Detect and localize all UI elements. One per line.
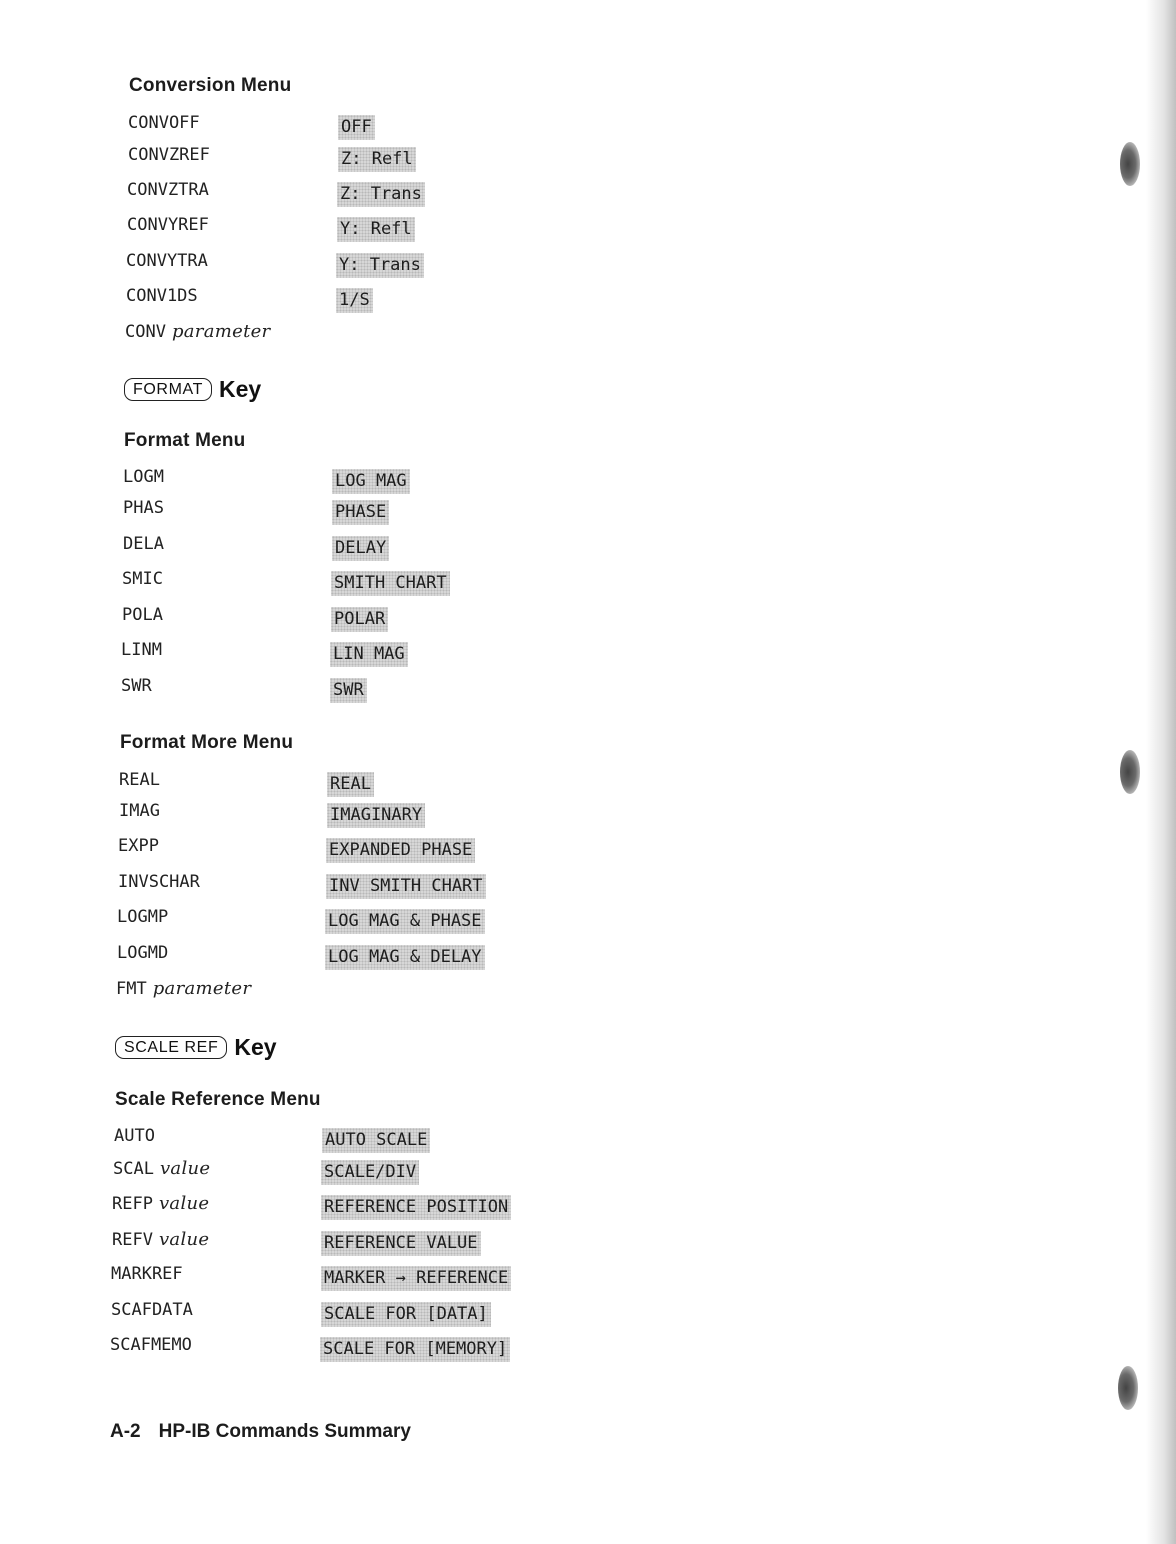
- table-row: [119, 770, 719, 800]
- command-name: LINM: [121, 640, 162, 660]
- scale-reference-menu-heading: Scale Reference Menu: [115, 1089, 321, 1110]
- command-name: REAL: [119, 770, 160, 790]
- command-name: SCAFMEMO: [110, 1335, 192, 1355]
- softkey-label: IMAGINARY: [327, 803, 425, 828]
- table-row: [117, 907, 717, 937]
- command-name: POLA: [122, 605, 163, 625]
- softkey-label: LOG MAG & PHASE: [325, 909, 485, 934]
- command-name: INVSCHAR: [118, 872, 200, 892]
- page-number: A-2: [110, 1421, 141, 1442]
- softkey-label: LOG MAG & DELAY: [325, 945, 485, 970]
- command-name: MARKREF: [111, 1264, 183, 1284]
- command-name: LOGM: [123, 467, 164, 487]
- table-row: [114, 1126, 714, 1156]
- softkey-label: SCALE/DIV: [321, 1160, 419, 1185]
- table-row: [110, 1335, 710, 1365]
- table-row: [111, 1300, 711, 1330]
- table-row: [121, 640, 721, 670]
- command-name: SCAL value: [113, 1158, 211, 1179]
- command-name: CONV1DS: [126, 286, 198, 306]
- table-row: [122, 569, 722, 599]
- scale-ref-keycap: SCALE REF: [115, 1036, 227, 1059]
- table-row: [128, 145, 728, 175]
- table-row: [112, 1229, 712, 1259]
- format-menu-heading: Format Menu: [124, 430, 246, 451]
- command-name: SWR: [121, 676, 152, 696]
- scale-ref-key-heading: [115, 1034, 277, 1061]
- softkey-label: POLAR: [331, 607, 388, 632]
- table-row: [123, 534, 723, 564]
- table-row: [118, 872, 718, 902]
- table-row: [116, 978, 716, 1008]
- table-row: [126, 251, 726, 281]
- table-row: [122, 605, 722, 635]
- table-row: [113, 1158, 713, 1188]
- punch-hole-icon: [1118, 1366, 1138, 1410]
- table-row: [111, 1264, 711, 1294]
- format-key-heading: [124, 376, 261, 403]
- table-row: [118, 836, 718, 866]
- command-name: AUTO: [114, 1126, 155, 1146]
- command-name: SMIC: [122, 569, 163, 589]
- conversion-menu-heading: Conversion Menu: [129, 75, 292, 96]
- command-name: CONVOFF: [128, 113, 200, 133]
- softkey-label: DELAY: [332, 536, 389, 561]
- parameter-placeholder: value: [158, 1193, 210, 1214]
- softkey-label: INV SMITH CHART: [326, 874, 486, 899]
- softkey-label: SWR: [330, 678, 367, 703]
- parameter-placeholder: parameter: [171, 321, 271, 342]
- softkey-label: LIN MAG: [330, 642, 408, 667]
- table-row: [128, 113, 728, 143]
- command-name: CONV parameter: [125, 321, 271, 342]
- softkey-label: PHASE: [332, 500, 389, 525]
- softkey-label: Z: Trans: [337, 182, 425, 207]
- page-footer: [110, 1421, 411, 1443]
- punch-hole-icon: [1120, 142, 1140, 186]
- softkey-label: Y: Trans: [336, 253, 424, 278]
- table-row: [117, 943, 717, 973]
- punch-hole-icon: [1120, 750, 1140, 794]
- softkey-label: OFF: [338, 115, 375, 140]
- softkey-label: LOG MAG: [332, 469, 410, 494]
- command-name: PHAS: [123, 498, 164, 518]
- table-row: [123, 498, 723, 528]
- command-name: REFV value: [112, 1229, 210, 1250]
- softkey-label: EXPANDED PHASE: [326, 838, 475, 863]
- key-label: Key: [234, 1034, 277, 1060]
- table-row: [127, 180, 727, 210]
- softkey-label: REAL: [327, 772, 374, 797]
- softkey-label: SCALE FOR [MEMORY]: [320, 1337, 510, 1362]
- softkey-label: MARKER → REFERENCE: [321, 1266, 511, 1291]
- format-keycap: FORMAT: [124, 378, 212, 401]
- table-row: [121, 676, 721, 706]
- command-name: CONVZREF: [128, 145, 210, 165]
- key-label: Key: [218, 376, 262, 402]
- command-name: SCAFDATA: [111, 1300, 193, 1320]
- softkey-label: Z: Refl: [338, 147, 416, 172]
- command-name: LOGMD: [117, 943, 169, 963]
- softkey-label: SCALE FOR [DATA]: [321, 1302, 491, 1327]
- command-name: REFP value: [112, 1193, 210, 1214]
- softkey-label: AUTO SCALE: [322, 1128, 430, 1153]
- softkey-label: 1/S: [336, 288, 373, 313]
- softkey-label: REFERENCE POSITION: [321, 1195, 511, 1220]
- softkey-label: Y: Refl: [337, 217, 415, 242]
- table-row: [126, 286, 726, 316]
- parameter-placeholder: value: [159, 1158, 211, 1179]
- command-name: FMT parameter: [116, 978, 252, 999]
- parameter-placeholder: parameter: [152, 978, 252, 999]
- binding-edge: [1116, 0, 1176, 1544]
- command-name: EXPP: [118, 836, 159, 856]
- page-edge-shadow: [1146, 0, 1176, 1544]
- parameter-placeholder: value: [158, 1229, 210, 1250]
- command-name: IMAG: [119, 801, 160, 821]
- command-name: CONVYREF: [127, 215, 209, 235]
- command-name: DELA: [123, 534, 164, 554]
- table-row: [112, 1193, 712, 1223]
- command-name: CONVYTRA: [126, 251, 208, 271]
- command-name: LOGMP: [117, 907, 169, 927]
- softkey-label: REFERENCE VALUE: [321, 1231, 481, 1256]
- format-more-menu-heading: Format More Menu: [120, 732, 294, 753]
- table-row: [119, 801, 719, 831]
- table-row: [125, 321, 725, 351]
- command-name: CONVZTRA: [127, 180, 209, 200]
- footer-title: HP-IB Commands Summary: [158, 1421, 411, 1442]
- table-row: [127, 215, 727, 245]
- softkey-label: SMITH CHART: [331, 571, 450, 596]
- table-row: [123, 467, 723, 497]
